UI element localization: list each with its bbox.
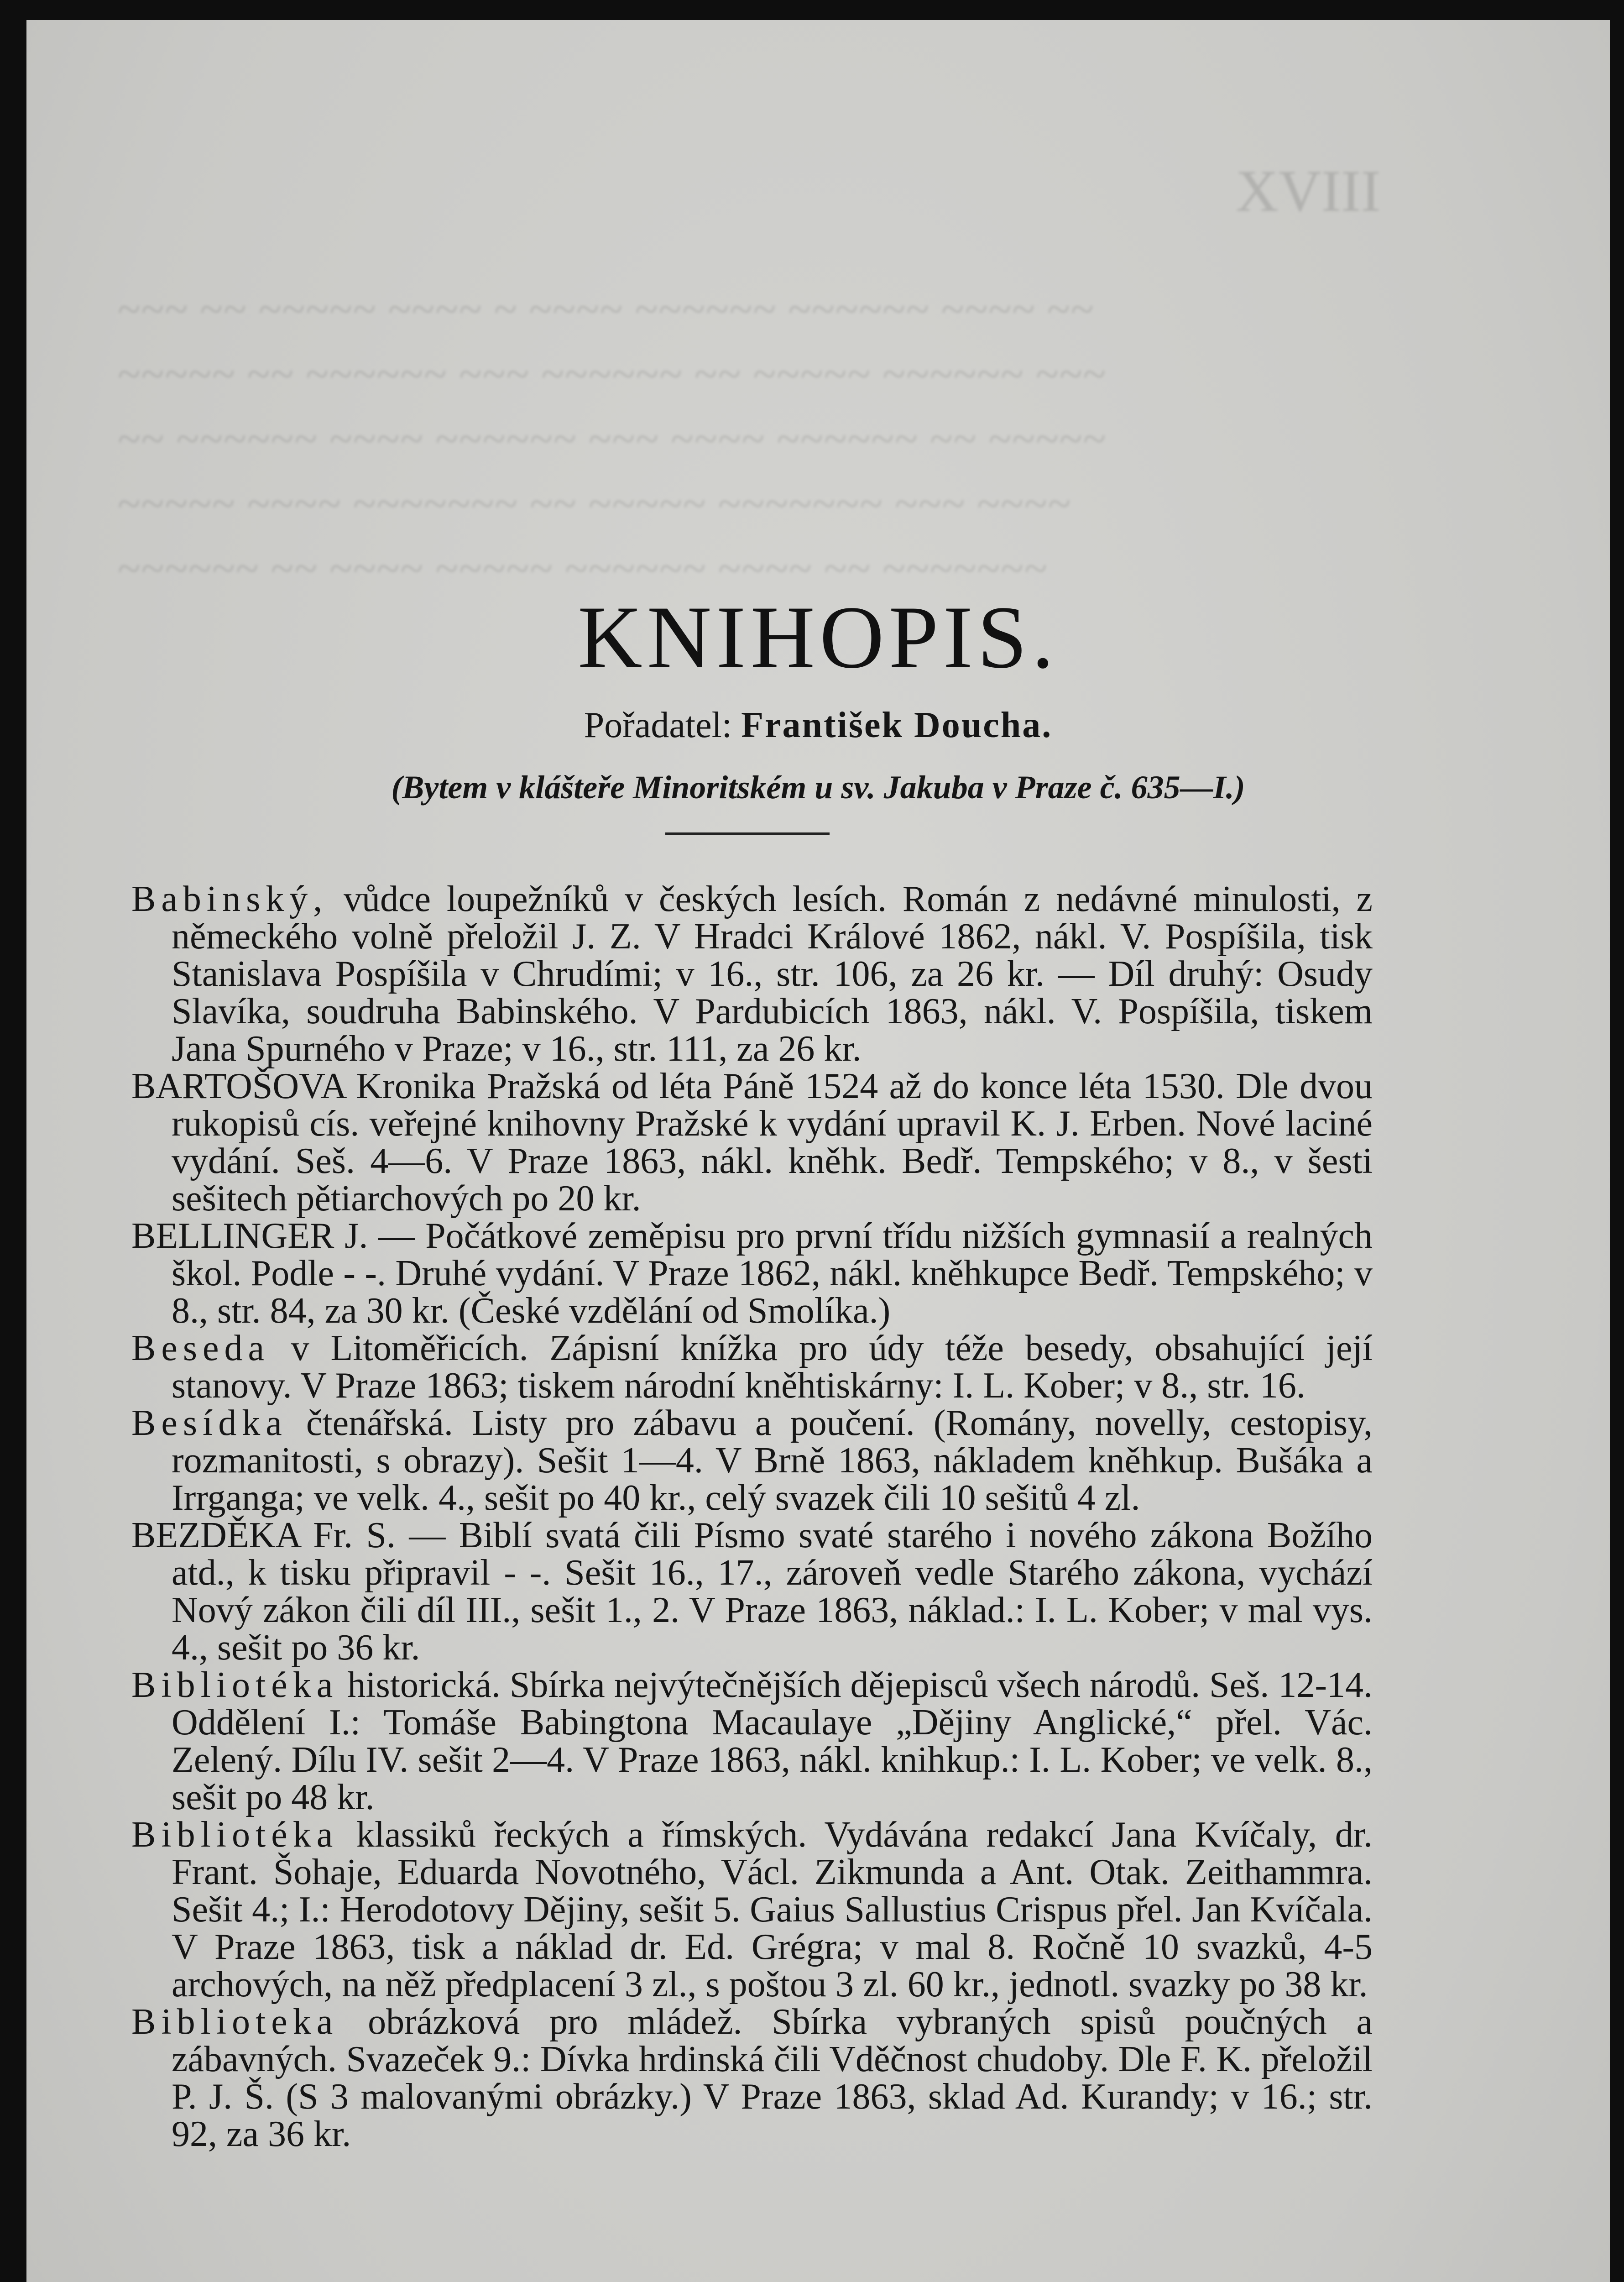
bleed-through-page-number: XVIII (1236, 158, 1381, 224)
entry-lead: BEZDĚKA Fr. S. (131, 1515, 396, 1555)
catalog-entry (131, 1816, 1373, 2003)
catalog-entry (131, 1329, 1373, 1404)
book-page (26, 20, 1610, 2282)
entry-lead: Beseda (131, 1328, 270, 1368)
entry-lead: BELLINGER J. (131, 1216, 368, 1256)
entry-lead: BARTOŠOVA (131, 1066, 345, 1106)
entry-text: Kronika Pražská od léta Páně 1524 až do konce léta 1530. Dle dvou rukopisů cís. veřejné knihovny Pražské k vydání upravil K. J. Erben. Nové laciné vydání. Seš. 4—6. V Praze 1863, nákl. kněhk. Bedř. Tempského; v 8., v šesti sešitech pětiarchových po 20 kr. (172, 1066, 1373, 1219)
catalog-entry (131, 1217, 1373, 1329)
editor-line (26, 705, 1610, 746)
bleed-through-text: ~~~ ~~ ~~~~~ ~~~~ ~ ~~~~ ~~~~~~ ~~~~~~ ~~~~ ~~ ~~~~~ ~~ ~~~~~~ ~~~ ~~~~~~ ~~ ~~~~~ ~~~~~~ ~~~ ~~ ~~~~~~ ~~~~ ~~~~~~ ~~~ ~~~~ ~~~~~~ ~~ ~~~~~ ~~~~~ ~~~~ ~~~~~~~ ~~ ~~~~~ ~~~~~~~ ~~~ ~~~~ ~~~~~~ ~~ ~~~~ ~~~~~ ~~~~~~ ~~~~ ~~ ~~~~~~~ (118, 286, 1107, 591)
heading-divider (665, 832, 830, 835)
catalog-entry (131, 2003, 1373, 2153)
catalog-entry (131, 1404, 1373, 1517)
entry-text: vůdce loupežníků v českých lesích. Román z nedávné minulosti, z německého volně přeložil J. Z. V Hradci Králové 1862, nákl. V. Pospíšila, tisk Stanislava Pospíšila v Chrudími; v 16., str. 106, za 26 kr. — Díl druhý: Osudy Slavíka, soudruha Babinského. V Pardubicích 1863, nákl. V. Pospíšila, tiskem Jana Spurného v Praze; v 16., str. 111, za 26 kr. (172, 879, 1373, 1069)
entry-lead: Bibliotéka (131, 1665, 339, 1705)
entry-text: klassiků řeckých a římských. Vydávána redakcí Jana Kvíčaly, dr. Frant. Šohaje, Eduarda Novotného, Václ. Zikmunda a Ant. Otak. Zeithammra. Sešit 4.; I.: Herodotovy Dějiny, sešit 5. Gaius Sallustius Crispus přel. Jan Kvíčala. V Praze 1863, tisk a náklad dr. Ed. Grégra; v mal 8. Ročně 10 svazků, 4-5 archových, na něž předplacení 3 zl., s poštou 3 zl. 60 kr., jednotl. svazky po 38 kr. (172, 1815, 1373, 2005)
editor-label: Pořadatel: (584, 705, 732, 745)
catalog-entry (131, 880, 1373, 1068)
entry-text: — Biblí svatá čili Písmo svaté starého i nového zákona Božího atd., k tisku připravil - -. Sešit 16., 17., zároveň vedle Starého zákona, vychází Nový zákon čili díl III., sešit 1., 2. V Praze 1863, náklad.: I. L. Kober; v mal vys. 4., sešit po 36 kr. (172, 1515, 1373, 1668)
entry-lead: Bibliotéka (131, 1815, 339, 1855)
page-title: KNIHOPIS. (578, 588, 1059, 687)
entry-lead: Biblioteka (131, 2002, 339, 2042)
editor-name: František Doucha. (741, 705, 1053, 745)
catalog-entry (131, 1068, 1373, 1217)
editor-address: (Bytem v klášteře Minoritském u sv. Jakuba v Praze č. 635—I.) (391, 769, 1245, 806)
catalog-entries (131, 880, 1373, 2153)
catalog-entry (131, 1666, 1373, 1816)
catalog-entry (131, 1517, 1373, 1666)
entry-text: historická. Sbírka nejvýtečnějších dějepisců všech národů. Seš. 12-14. Oddělení I.: Tomáše Babingtona Macaulaye „Dějiny Anglické,“ přel. Vác. Zelený. Dílu IV. sešit 2—4. V Praze 1863, nákl. knihkup.: I. L. Kober; ve velk. 8., sešit po 48 kr. (172, 1665, 1373, 1817)
entry-text: — Počátkové zeměpisu pro první třídu nižších gymnasií a realných škol. Podle - -. Druhé vydání. V Praze 1862, nákl. kněhkupce Bedř. Tempského; v 8., str. 84, za 30 kr. (České vzdělání od Smolíka.) (172, 1216, 1373, 1331)
entry-text: obrázková pro mládež. Sbírka vybraných spisů poučných a zábavných. Svazeček 9.: Dívka hrdinská čili Vděčnost chudoby. Dle F. K. přeložil P. J. Š. (S 3 malovanými obrázky.) V Praze 1863, sklad Ad. Kurandy; v 16.; str. 92, za 36 kr. (172, 2002, 1373, 2154)
entry-lead: Besídka (131, 1403, 287, 1443)
entry-text: čtenářská. Listy pro zábavu a poučení. (Romány, novelly, cestopisy, rozmanitosti, s obrazy). Sešit 1—4. V Brně 1863, nákladem kněhkup. Bušáka a Irrganga; ve velk. 4., sešit po 40 kr., celý svazek čili 10 sešitů 4 zl. (172, 1403, 1373, 1518)
entry-lead: Babinský, (131, 879, 328, 919)
entry-text: v Litoměřicích. Zápisní knížka pro údy téže besedy, obsahující její stanovy. V Praze 1863; tiskem národní kněhtiskárny: I. L. Kober; v 8., str. 16. (172, 1328, 1373, 1406)
